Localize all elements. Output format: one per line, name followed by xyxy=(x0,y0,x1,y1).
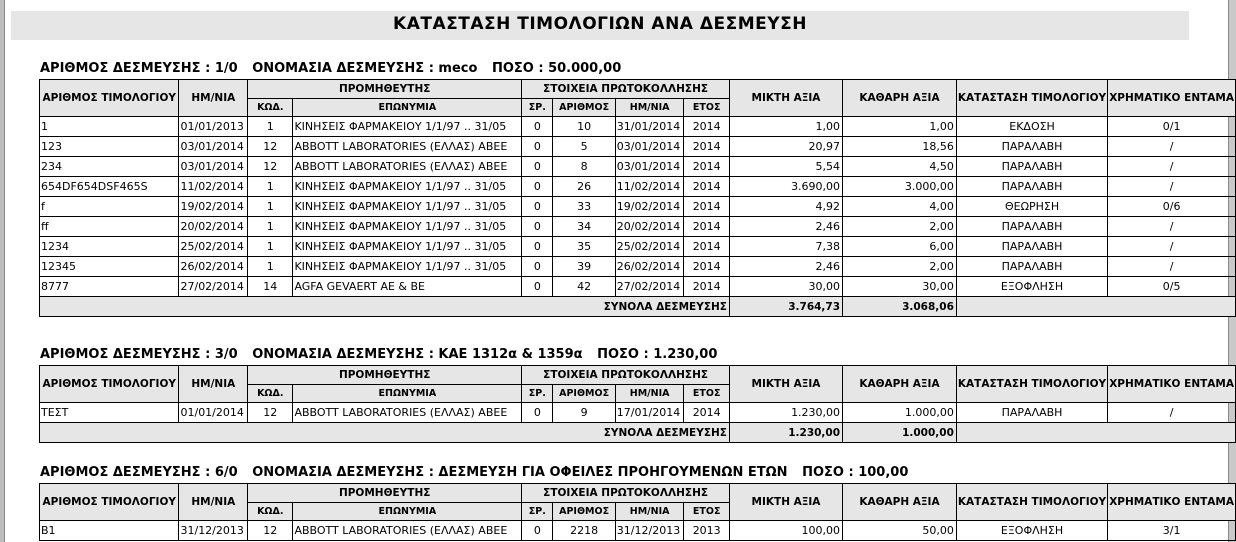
col-protocol-series: ΣΡ. xyxy=(522,385,553,403)
report-title: ΚΑΤΑΣΤΑΣΗ ΤΙΜΟΛΟΓΙΩΝ ΑΝΑ ΔΕΣΜΕΥΣΗ xyxy=(11,11,1189,40)
supplier-code-cell: 1 xyxy=(248,197,293,217)
net-value-cell: 6,00 xyxy=(843,237,957,257)
invoice-date-cell: 31/12/2013 xyxy=(179,521,248,541)
invoice-status-cell: ΠΑΡΑΛΑΒΗ xyxy=(956,157,1107,177)
net-value-cell: 2,00 xyxy=(843,217,957,237)
commitment-amount: ΠΟΣΟ : 100,00 xyxy=(802,465,909,480)
protocol-date-cell: 31/12/2013 xyxy=(615,521,684,541)
invoice-status-cell: ΠΑΡΑΛΑΒΗ xyxy=(956,217,1107,237)
protocol-year-cell: 2014 xyxy=(684,403,730,423)
protocol-year-cell: 2014 xyxy=(684,117,730,137)
protocol-series-cell: 0 xyxy=(522,277,553,297)
supplier-code-cell: 1 xyxy=(248,257,293,277)
supplier-name-cell: ΚΙΝΗΣΕΙΣ ΦΑΡΜΑΚΕΙΟΥ 1/1/97 .. 31/05 xyxy=(293,177,522,197)
table-header xyxy=(40,484,1236,521)
supplier-name-cell: ABBOTT LABORATORIES (ΕΛΛΑΣ) ΑΒΕΕ xyxy=(293,403,522,423)
col-invoice-status: ΚΑΤΑΣΤΑΣΗ ΤΙΜΟΛΟΓΙΟΥ xyxy=(956,80,1107,117)
protocol-year-cell: 2013 xyxy=(684,521,730,541)
invoice-status-cell: ΠΑΡΑΛΑΒΗ xyxy=(956,137,1107,157)
protocol-number-cell: 10 xyxy=(553,117,615,137)
table-row xyxy=(40,403,1236,423)
col-supplier-name: ΕΠΩΝΥΜΙΑ xyxy=(293,385,522,403)
gross-value-cell: 2,46 xyxy=(729,257,842,277)
total-gross: 3.764,73 xyxy=(729,297,842,317)
protocol-series-cell: 0 xyxy=(522,177,553,197)
commitment-number: ΑΡΙΘΜΟΣ ΔΕΣΜΕΥΣΗΣ : 3/0 xyxy=(40,347,238,362)
totals-label: ΣΥΝΟΛΑ ΔΕΣΜΕΥΣΗΣ xyxy=(40,297,730,317)
protocol-date-cell: 25/02/2014 xyxy=(615,237,684,257)
col-gross-value: ΜΙΚΤΗ ΑΞΙΑ xyxy=(729,484,842,521)
protocol-number-cell: 9 xyxy=(553,403,615,423)
payment-order-cell: 3/1 xyxy=(1108,521,1236,541)
col-gross-value: ΜΙΚΤΗ ΑΞΙΑ xyxy=(729,366,842,403)
col-net-value: ΚΑΘΑΡΗ ΑΞΙΑ xyxy=(843,80,957,117)
protocol-series-cell: 0 xyxy=(522,117,553,137)
protocol-year-cell: 2014 xyxy=(684,257,730,277)
invoice-number-cell: 1234 xyxy=(40,237,179,257)
protocol-number-cell: 39 xyxy=(553,257,615,277)
col-supplier-name: ΕΠΩΝΥΜΙΑ xyxy=(293,503,522,521)
protocol-date-cell: 03/01/2014 xyxy=(615,137,684,157)
totals-row xyxy=(40,423,1236,443)
net-value-cell: 2,00 xyxy=(843,257,957,277)
commitment-name: ΟΝΟΜΑΣΙΑ ΔΕΣΜΕΥΣΗΣ : ΔΕΣΜΕΥΣΗ ΓΙΑ ΟΦΕΙΛΕΣ ΠΡΟΗΓΟΥΜΕΝΩΝ ΕΤΩΝ xyxy=(252,465,788,480)
col-protocol-series: ΣΡ. xyxy=(522,99,553,117)
invoice-number-cell: 8777 xyxy=(40,277,179,297)
col-protocol-date: ΗΜ/ΝΙΑ xyxy=(615,99,684,117)
invoice-number-cell: ΤΕΣΤ xyxy=(40,403,179,423)
gross-value-cell: 100,00 xyxy=(729,521,842,541)
col-supplier: ΠΡΟΜΗΘΕΥΤΗΣ xyxy=(248,80,522,99)
supplier-code-cell: 12 xyxy=(248,521,293,541)
invoice-number-cell: 12345 xyxy=(40,257,179,277)
protocol-number-cell: 42 xyxy=(553,277,615,297)
protocol-date-cell: 11/02/2014 xyxy=(615,177,684,197)
protocol-series-cell: 0 xyxy=(522,403,553,423)
payment-order-cell: 0/1 xyxy=(1108,117,1236,137)
col-supplier-code: ΚΩΔ. xyxy=(248,385,293,403)
protocol-series-cell: 0 xyxy=(522,137,553,157)
commitment-amount: ΠΟΣΟ : 50.000,00 xyxy=(491,61,622,76)
col-supplier-code: ΚΩΔ. xyxy=(248,503,293,521)
col-payment-order: ΧΡΗΜΑΤΙΚΟ ΕΝΤΑΜΑ xyxy=(1108,484,1236,521)
protocol-number-cell: 26 xyxy=(553,177,615,197)
payment-order-cell: / xyxy=(1108,217,1236,237)
table-row xyxy=(40,137,1236,157)
table-row xyxy=(40,197,1236,217)
net-value-cell: 3.000,00 xyxy=(843,177,957,197)
protocol-year-cell: 2014 xyxy=(684,157,730,177)
invoice-number-cell: 234 xyxy=(40,157,179,177)
totals-row xyxy=(40,297,1236,317)
protocol-series-cell: 0 xyxy=(522,197,553,217)
protocol-number-cell: 5 xyxy=(553,137,615,157)
supplier-name-cell: ΚΙΝΗΣΕΙΣ ΦΑΡΜΑΚΕΙΟΥ 1/1/97 .. 31/05 xyxy=(293,237,522,257)
supplier-code-cell: 14 xyxy=(248,277,293,297)
invoice-status-cell: ΠΑΡΑΛΑΒΗ xyxy=(956,177,1107,197)
payment-order-cell: 0/5 xyxy=(1108,277,1236,297)
supplier-name-cell: ΚΙΝΗΣΕΙΣ ΦΑΡΜΑΚΕΙΟΥ 1/1/97 .. 31/05 xyxy=(293,217,522,237)
invoice-date-cell: 19/02/2014 xyxy=(179,197,248,217)
col-invoice-status: ΚΑΤΑΣΤΑΣΗ ΤΙΜΟΛΟΓΙΟΥ xyxy=(956,366,1107,403)
totals-empty xyxy=(956,423,1235,443)
protocol-number-cell: 2218 xyxy=(553,521,615,541)
col-payment-order: ΧΡΗΜΑΤΙΚΟ ΕΝΤΑΜΑ xyxy=(1108,366,1236,403)
total-gross: 1.230,00 xyxy=(729,423,842,443)
supplier-name-cell: ABBOTT LABORATORIES (ΕΛΛΑΣ) ΑΒΕΕ xyxy=(293,137,522,157)
net-value-cell: 50,00 xyxy=(843,521,957,541)
protocol-series-cell: 0 xyxy=(522,157,553,177)
col-protocol-year: ΕΤΟΣ xyxy=(684,99,730,117)
protocol-year-cell: 2014 xyxy=(684,177,730,197)
col-supplier-code: ΚΩΔ. xyxy=(248,99,293,117)
gross-value-cell: 2,46 xyxy=(729,217,842,237)
col-protocol-number: ΑΡΙΘΜΟΣ xyxy=(553,385,615,403)
gross-value-cell: 1.230,00 xyxy=(729,403,842,423)
supplier-code-cell: 12 xyxy=(248,403,293,423)
protocol-year-cell: 2014 xyxy=(684,197,730,217)
col-invoice-number: ΑΡΙΘΜΟΣ ΤΙΜΟΛΟΓΙΟΥ xyxy=(40,366,179,403)
invoice-date-cell: 25/02/2014 xyxy=(179,237,248,257)
protocol-series-cell: 0 xyxy=(522,521,553,541)
supplier-name-cell: ABBOTT LABORATORIES (ΕΛΛΑΣ) ΑΒΕΕ xyxy=(293,521,522,541)
col-date: ΗΜ/ΝΙΑ xyxy=(179,484,248,521)
invoice-date-cell: 01/01/2013 xyxy=(179,117,248,137)
supplier-code-cell: 1 xyxy=(248,177,293,197)
table-row xyxy=(40,521,1236,541)
col-protocol: ΣΤΟΙΧΕΙΑ ΠΡΩΤΟΚΟΛΛΗΣΗΣ xyxy=(522,80,730,99)
invoice-number-cell: Β1 xyxy=(40,521,179,541)
totals-empty xyxy=(956,297,1235,317)
table-row xyxy=(40,237,1236,257)
supplier-code-cell: 1 xyxy=(248,117,293,137)
table-row xyxy=(40,217,1236,237)
gross-value-cell: 3.690,00 xyxy=(729,177,842,197)
supplier-name-cell: ΚΙΝΗΣΕΙΣ ΦΑΡΜΑΚΕΙΟΥ 1/1/97 .. 31/05 xyxy=(293,117,522,137)
supplier-code-cell: 12 xyxy=(248,137,293,157)
protocol-year-cell: 2014 xyxy=(684,277,730,297)
net-value-cell: 4,00 xyxy=(843,197,957,217)
table-row xyxy=(40,177,1236,197)
table-row xyxy=(40,157,1236,177)
col-protocol-date: ΗΜ/ΝΙΑ xyxy=(615,503,684,521)
protocol-date-cell: 03/01/2014 xyxy=(615,157,684,177)
invoice-status-cell: ΠΑΡΑΛΑΒΗ xyxy=(956,257,1107,277)
invoices-table-3 xyxy=(39,483,1236,541)
gross-value-cell: 20,97 xyxy=(729,137,842,157)
payment-order-cell: / xyxy=(1108,403,1236,423)
totals-label: ΣΥΝΟΛΑ ΔΕΣΜΕΥΣΗΣ xyxy=(40,423,730,443)
left-frame-border xyxy=(0,0,5,542)
supplier-name-cell: ΚΙΝΗΣΕΙΣ ΦΑΡΜΑΚΕΙΟΥ 1/1/97 .. 31/05 xyxy=(293,257,522,277)
net-value-cell: 30,00 xyxy=(843,277,957,297)
supplier-code-cell: 1 xyxy=(248,217,293,237)
commitment-heading-3 xyxy=(40,465,918,480)
gross-value-cell: 1,00 xyxy=(729,117,842,137)
commitment-number: ΑΡΙΘΜΟΣ ΔΕΣΜΕΥΣΗΣ : 1/0 xyxy=(40,61,238,76)
gross-value-cell: 7,38 xyxy=(729,237,842,257)
col-net-value: ΚΑΘΑΡΗ ΑΞΙΑ xyxy=(843,484,957,521)
net-value-cell: 1,00 xyxy=(843,117,957,137)
protocol-year-cell: 2014 xyxy=(684,137,730,157)
col-protocol: ΣΤΟΙΧΕΙΑ ΠΡΩΤΟΚΟΛΛΗΣΗΣ xyxy=(522,484,730,503)
protocol-series-cell: 0 xyxy=(522,237,553,257)
invoice-number-cell: 123 xyxy=(40,137,179,157)
invoice-status-cell: ΘΕΩΡΗΣΗ xyxy=(956,197,1107,217)
net-value-cell: 4,50 xyxy=(843,157,957,177)
invoice-status-cell: ΕΞΟΦΛΗΣΗ xyxy=(956,521,1107,541)
protocol-date-cell: 17/01/2014 xyxy=(615,403,684,423)
commitment-amount: ΠΟΣΟ : 1.230,00 xyxy=(597,347,718,362)
invoice-date-cell: 03/01/2014 xyxy=(179,137,248,157)
total-net: 1.000,00 xyxy=(843,423,957,443)
commitment-number: ΑΡΙΘΜΟΣ ΔΕΣΜΕΥΣΗΣ : 6/0 xyxy=(40,465,238,480)
payment-order-cell: 0/6 xyxy=(1108,197,1236,217)
col-protocol-year: ΕΤΟΣ xyxy=(684,503,730,521)
col-protocol-series: ΣΡ. xyxy=(522,503,553,521)
invoice-date-cell: 01/01/2014 xyxy=(179,403,248,423)
gross-value-cell: 30,00 xyxy=(729,277,842,297)
supplier-name-cell: ABBOTT LABORATORIES (ΕΛΛΑΣ) ΑΒΕΕ xyxy=(293,157,522,177)
table-row xyxy=(40,277,1236,297)
commitment-name: ΟΝΟΜΑΣΙΑ ΔΕΣΜΕΥΣΗΣ : meco xyxy=(252,61,478,76)
invoice-date-cell: 11/02/2014 xyxy=(179,177,248,197)
invoice-status-cell: ΕΞΟΦΛΗΣΗ xyxy=(956,277,1107,297)
col-invoice-status: ΚΑΤΑΣΤΑΣΗ ΤΙΜΟΛΟΓΙΟΥ xyxy=(956,484,1107,521)
net-value-cell: 1.000,00 xyxy=(843,403,957,423)
protocol-year-cell: 2014 xyxy=(684,237,730,257)
protocol-series-cell: 0 xyxy=(522,217,553,237)
invoice-status-cell: ΕΚΔΟΣΗ xyxy=(956,117,1107,137)
protocol-number-cell: 33 xyxy=(553,197,615,217)
invoice-status-cell: ΠΑΡΑΛΑΒΗ xyxy=(956,237,1107,257)
protocol-number-cell: 8 xyxy=(553,157,615,177)
supplier-code-cell: 12 xyxy=(248,157,293,177)
col-supplier: ΠΡΟΜΗΘΕΥΤΗΣ xyxy=(248,366,522,385)
invoice-number-cell: 1 xyxy=(40,117,179,137)
table-row xyxy=(40,257,1236,277)
commitment-name: ΟΝΟΜΑΣΙΑ ΔΕΣΜΕΥΣΗΣ : ΚΑΕ 1312α & 1359α xyxy=(252,347,583,362)
gross-value-cell: 5,54 xyxy=(729,157,842,177)
payment-order-cell: / xyxy=(1108,137,1236,157)
invoices-table-1 xyxy=(39,79,1236,317)
invoice-date-cell: 03/01/2014 xyxy=(179,157,248,177)
col-invoice-number: ΑΡΙΘΜΟΣ ΤΙΜΟΛΟΓΙΟΥ xyxy=(40,80,179,117)
protocol-series-cell: 0 xyxy=(522,257,553,277)
total-net: 3.068,06 xyxy=(843,297,957,317)
protocol-date-cell: 31/01/2014 xyxy=(615,117,684,137)
protocol-date-cell: 20/02/2014 xyxy=(615,217,684,237)
col-date: ΗΜ/ΝΙΑ xyxy=(179,80,248,117)
gross-value-cell: 4,92 xyxy=(729,197,842,217)
col-date: ΗΜ/ΝΙΑ xyxy=(179,366,248,403)
col-gross-value: ΜΙΚΤΗ ΑΞΙΑ xyxy=(729,80,842,117)
table-header xyxy=(40,366,1236,403)
col-protocol-year: ΕΤΟΣ xyxy=(684,385,730,403)
invoice-date-cell: 27/02/2014 xyxy=(179,277,248,297)
net-value-cell: 18,56 xyxy=(843,137,957,157)
col-protocol-number: ΑΡΙΘΜΟΣ xyxy=(553,503,615,521)
invoices-table-2 xyxy=(39,365,1236,443)
protocol-number-cell: 35 xyxy=(553,237,615,257)
col-net-value: ΚΑΘΑΡΗ ΑΞΙΑ xyxy=(843,366,957,403)
protocol-date-cell: 27/02/2014 xyxy=(615,277,684,297)
protocol-year-cell: 2014 xyxy=(684,217,730,237)
commitment-heading-2 xyxy=(40,347,727,362)
payment-order-cell: / xyxy=(1108,257,1236,277)
protocol-date-cell: 26/02/2014 xyxy=(615,257,684,277)
invoice-status-cell: ΠΑΡΑΛΑΒΗ xyxy=(956,403,1107,423)
payment-order-cell: / xyxy=(1108,237,1236,257)
col-supplier: ΠΡΟΜΗΘΕΥΤΗΣ xyxy=(248,484,522,503)
protocol-number-cell: 34 xyxy=(553,217,615,237)
invoice-number-cell: f xyxy=(40,197,179,217)
col-protocol-number: ΑΡΙΘΜΟΣ xyxy=(553,99,615,117)
invoice-date-cell: 26/02/2014 xyxy=(179,257,248,277)
supplier-name-cell: AGFA GEVAERT AE & BE xyxy=(293,277,522,297)
invoice-number-cell: 654DF654DSF465S xyxy=(40,177,179,197)
supplier-name-cell: ΚΙΝΗΣΕΙΣ ΦΑΡΜΑΚΕΙΟΥ 1/1/97 .. 31/05 xyxy=(293,197,522,217)
invoice-number-cell: ff xyxy=(40,217,179,237)
col-payment-order: ΧΡΗΜΑΤΙΚΟ ΕΝΤΑΜΑ xyxy=(1108,80,1236,117)
col-invoice-number: ΑΡΙΘΜΟΣ ΤΙΜΟΛΟΓΙΟΥ xyxy=(40,484,179,521)
commitment-heading-1 xyxy=(40,61,631,76)
table-header xyxy=(40,80,1236,117)
table-row xyxy=(40,117,1236,137)
col-protocol-date: ΗΜ/ΝΙΑ xyxy=(615,385,684,403)
payment-order-cell: / xyxy=(1108,177,1236,197)
invoice-date-cell: 20/02/2014 xyxy=(179,217,248,237)
protocol-date-cell: 19/02/2014 xyxy=(615,197,684,217)
col-supplier-name: ΕΠΩΝΥΜΙΑ xyxy=(293,99,522,117)
payment-order-cell: / xyxy=(1108,157,1236,177)
col-protocol: ΣΤΟΙΧΕΙΑ ΠΡΩΤΟΚΟΛΛΗΣΗΣ xyxy=(522,366,730,385)
supplier-code-cell: 1 xyxy=(248,237,293,257)
